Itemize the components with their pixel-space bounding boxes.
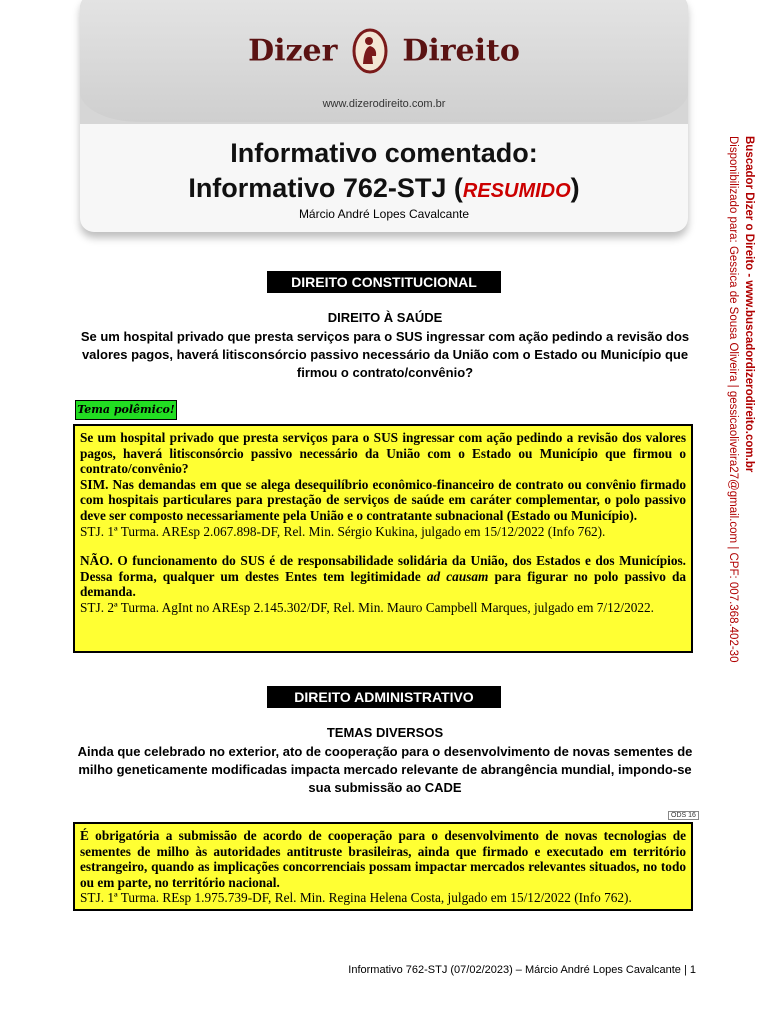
box-reference: STJ. 1ª Turma. AREsp 2.067.898-DF, Rel. Min. Sérgio Kukina, julgado em 15/12/2022 (Info 762). xyxy=(80,523,606,539)
ods-badge: ODS 16 xyxy=(668,811,699,820)
topic-question: Ainda que celebrado no exterior, ato de cooperação para o desenvolvimento de novas sementes de milho geneticamente modificadas impacta mercado relevante de abrangência mundial, impondo-se sua submissão ao CADE xyxy=(77,744,693,795)
subtitle-prefix: Informativo 762-STJ ( xyxy=(188,173,463,203)
summary-box xyxy=(73,424,693,653)
author: Márcio André Lopes Cavalcante xyxy=(298,207,470,221)
summary-box xyxy=(73,822,693,911)
logo xyxy=(80,28,688,74)
logo-url: www.dizerodireito.com.br xyxy=(322,98,446,110)
page-footer: Informativo 762-STJ (07/02/2023) – Márcio André Lopes Cavalcante | 1 xyxy=(348,964,696,976)
box-answer-sim: SIM. Nas demandas em que se alega desequilíbrio econômico-financeiro de contrato ou convênio firmado com hospitais particulares para prestação de serviços de saúde em caráter complementar, o polo passivo deve ser composto necessariamente pela União e o contratante subnacional (Estado ou Município). xyxy=(80,476,686,523)
topic-title: TEMAS DIVERSOS xyxy=(326,725,444,740)
tag-polemico: Tema polêmico! xyxy=(75,400,177,420)
logo-left-text: Dizer xyxy=(248,33,338,69)
section-label-constitucional: DIREITO CONSTITUCIONAL xyxy=(267,271,501,293)
side-watermark-licensee: Disponibilizado para: Gessica de Sousa Oliveira | gessicaoliveira27@gmail.com | CPF: 007.368.402-30 xyxy=(727,136,739,663)
thinker-emblem-icon xyxy=(352,28,388,74)
subtitle-suffix: ) xyxy=(570,173,580,203)
box-question: Se um hospital privado que presta serviços para o SUS ingressar com ação pedindo a revisão dos valores pagos, haverá litisconsórcio passivo necessário da União com o Estado ou Município que firmou o contrato/convênio? xyxy=(80,430,686,477)
section-label-administrativo: DIREITO ADMINISTRATIVO xyxy=(267,686,501,708)
subtitle-highlight: RESUMIDO xyxy=(462,180,571,202)
answer-nao-part2: para figurar no polo passivo da demanda. xyxy=(80,568,687,600)
topic-question: Se um hospital privado que presta serviços para o SUS ingressar com ação pedindo a revisão dos valores pagos, haverá litisconsórcio passivo necessário da União com o Estado ou Município que firmou o contrato/convênio? xyxy=(80,329,690,380)
box-reference: STJ. 1ª Turma. REsp 1.975.739-DF, Rel. Min. Regina Helena Costa, julgado em 15/12/2022 (Info 762). xyxy=(80,890,632,906)
page-title: Informativo comentado: xyxy=(230,138,538,168)
answer-nao-italic: ad causam xyxy=(426,568,489,584)
box-thesis: É obrigatória a submissão de acordo de cooperação para o desenvolvimento de novas tecnologias de sementes de milho às autoridades antitruste brasileiras, ainda que firmado e executado em território estrangeiro, quando as implicações concorrenciais possam impactar mercados relevantes situados, no todo ou em parte, no território nacional. xyxy=(80,828,686,890)
logo-right-text: Direito xyxy=(402,33,520,69)
topic-title: DIREITO À SAÚDE xyxy=(327,310,443,325)
answer-nao-part1: NÃO. O funcionamento do SUS é de responsabilidade solidária da União, dos Estados e dos Municípios. Dessa forma, qualquer um destes Entes tem legitimidade xyxy=(80,553,686,584)
box-answer-nao xyxy=(80,553,686,600)
box-reference: STJ. 2ª Turma. AgInt no AREsp 2.145.302/DF, Rel. Min. Mauro Campbell Marques, julgado em 7/12/2022. xyxy=(80,599,654,615)
page-subtitle xyxy=(80,173,688,204)
side-watermark-buscador: Buscador Dizer o Direito - www.buscadordizerodireito.com.br xyxy=(743,136,755,473)
